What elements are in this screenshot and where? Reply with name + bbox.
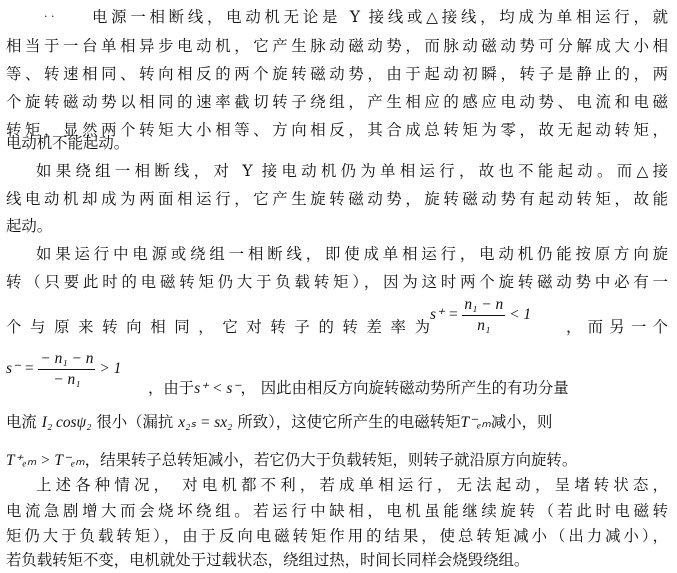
slip-minus-fraction: [38, 349, 95, 390]
p3-line-2: 转（只要此时的电磁转矩仍大于负载转矩），因为这时两个旋转磁动势中必有一: [6, 273, 668, 291]
p3-line-5-tail: ， 因此由相反方向旋转磁动势所产生的有功分量: [240, 379, 569, 397]
torque-inequality: T⁺ₑₘ > T⁻ₑₘ: [6, 452, 85, 469]
p1-line-1: 电源一相断线，电动机无论是 Y 接线或△接线，均成为单相运行，就: [92, 8, 668, 26]
slip-plus-rhs: < 1: [509, 306, 532, 323]
p4-line-4: 若负载转矩不变，电机就处于过载状态，绕组过热，时间长同样会烧毁绕组。: [6, 551, 530, 569]
slip-minus-rhs: > 1: [99, 360, 122, 377]
p3-line-6-b: 很小（漏抗: [96, 413, 174, 431]
current-expression: I₂ cosψ₂: [41, 414, 92, 431]
p1-line-2: 相当于一台单相异步电动机，它产生脉动磁动势，而脉动磁动势可分解成大小相: [6, 37, 668, 55]
reactance-expression: x₂ₛ = sx₂: [178, 414, 233, 431]
p4-line-3: 矩仍大于负载转矩），由于反向电磁转矩作用的结果，使总转矩减小（出力减小），: [6, 527, 668, 545]
p2-line-2: 线电动机却成为两面相运行，它产生旋转磁动势，旋转磁动势有起动转矩，故能: [6, 190, 668, 208]
p3-line-5-mid: ，由于: [148, 379, 195, 397]
slip-plus-fraction: [462, 295, 505, 336]
p4-line-2: 电流急剧增大而会烧坏绕组。若运行中缺相，电机虽能继续旋转（若此时电磁转: [6, 502, 668, 520]
p3-line-4-tail: ，而另一个: [566, 318, 668, 336]
slip-minus-formula: [6, 340, 121, 398]
slip-plus-formula: [430, 286, 531, 344]
p3-line-7-tail: ，结果转子总转矩减小，若它仍大于负载转矩，则转子就沿原方向旋转。: [84, 451, 578, 469]
p3-line-6-a: 电流: [6, 413, 37, 431]
p3-line-4: 个与原来转向相同，它对转子的转差率为: [6, 318, 430, 336]
p1-line-5: 转矩，显然两个转矩大小相等、方向相反，其合成总转矩为零，故无起动转矩，: [6, 121, 668, 139]
p3-line-1: 如果运行中电源或绕组一相断线，即使成单相运行，电动机仍能按原方向旋: [36, 245, 668, 263]
p3-line-5: [148, 375, 569, 402]
p1-line-4: 个旋转磁动势以相同的速率截切转子绕组，产生相应的感应电动势、电流和电磁: [6, 93, 668, 111]
slip-minus-denominator: − n₁: [53, 370, 81, 388]
p3-line-6-c: 所致），这使它所产生的电磁转矩: [237, 413, 461, 431]
p3-line-6-d: 减小，则: [490, 413, 553, 431]
slip-plus-lhs: s⁺ =: [430, 306, 459, 323]
p1-line-3: 等、转速相同、转向相反的两个旋转磁动势，由于起动初瞬，转子是静止的，两: [6, 65, 668, 83]
slip-minus-lhs: s⁻ =: [6, 360, 35, 377]
p3-line-6: [6, 409, 668, 436]
slip-inequality: s⁺ < s⁻: [194, 380, 241, 397]
p2-line-3: 起动。: [6, 217, 53, 235]
torque-minus: T⁻ₑₘ: [460, 414, 491, 431]
slip-plus-denominator: n₁: [477, 316, 491, 334]
p2-line-1: 如果绕组一相断线，对 Y 接电动机仍为单相运行，故也不能起动。而△接: [36, 162, 668, 180]
p4-line-1: 上述各种情况， 对电机都不利，若成单相运行，无法起动，呈堵转状态，: [36, 476, 668, 494]
p3-line-7: [6, 447, 577, 474]
slip-plus-numerator: n₁ − n: [462, 295, 505, 316]
slip-minus-numerator: − n₁ − n: [38, 349, 95, 370]
p1-line-6: 电动机不能起动。: [6, 134, 130, 152]
stray-mark: · ·: [44, 10, 55, 23]
